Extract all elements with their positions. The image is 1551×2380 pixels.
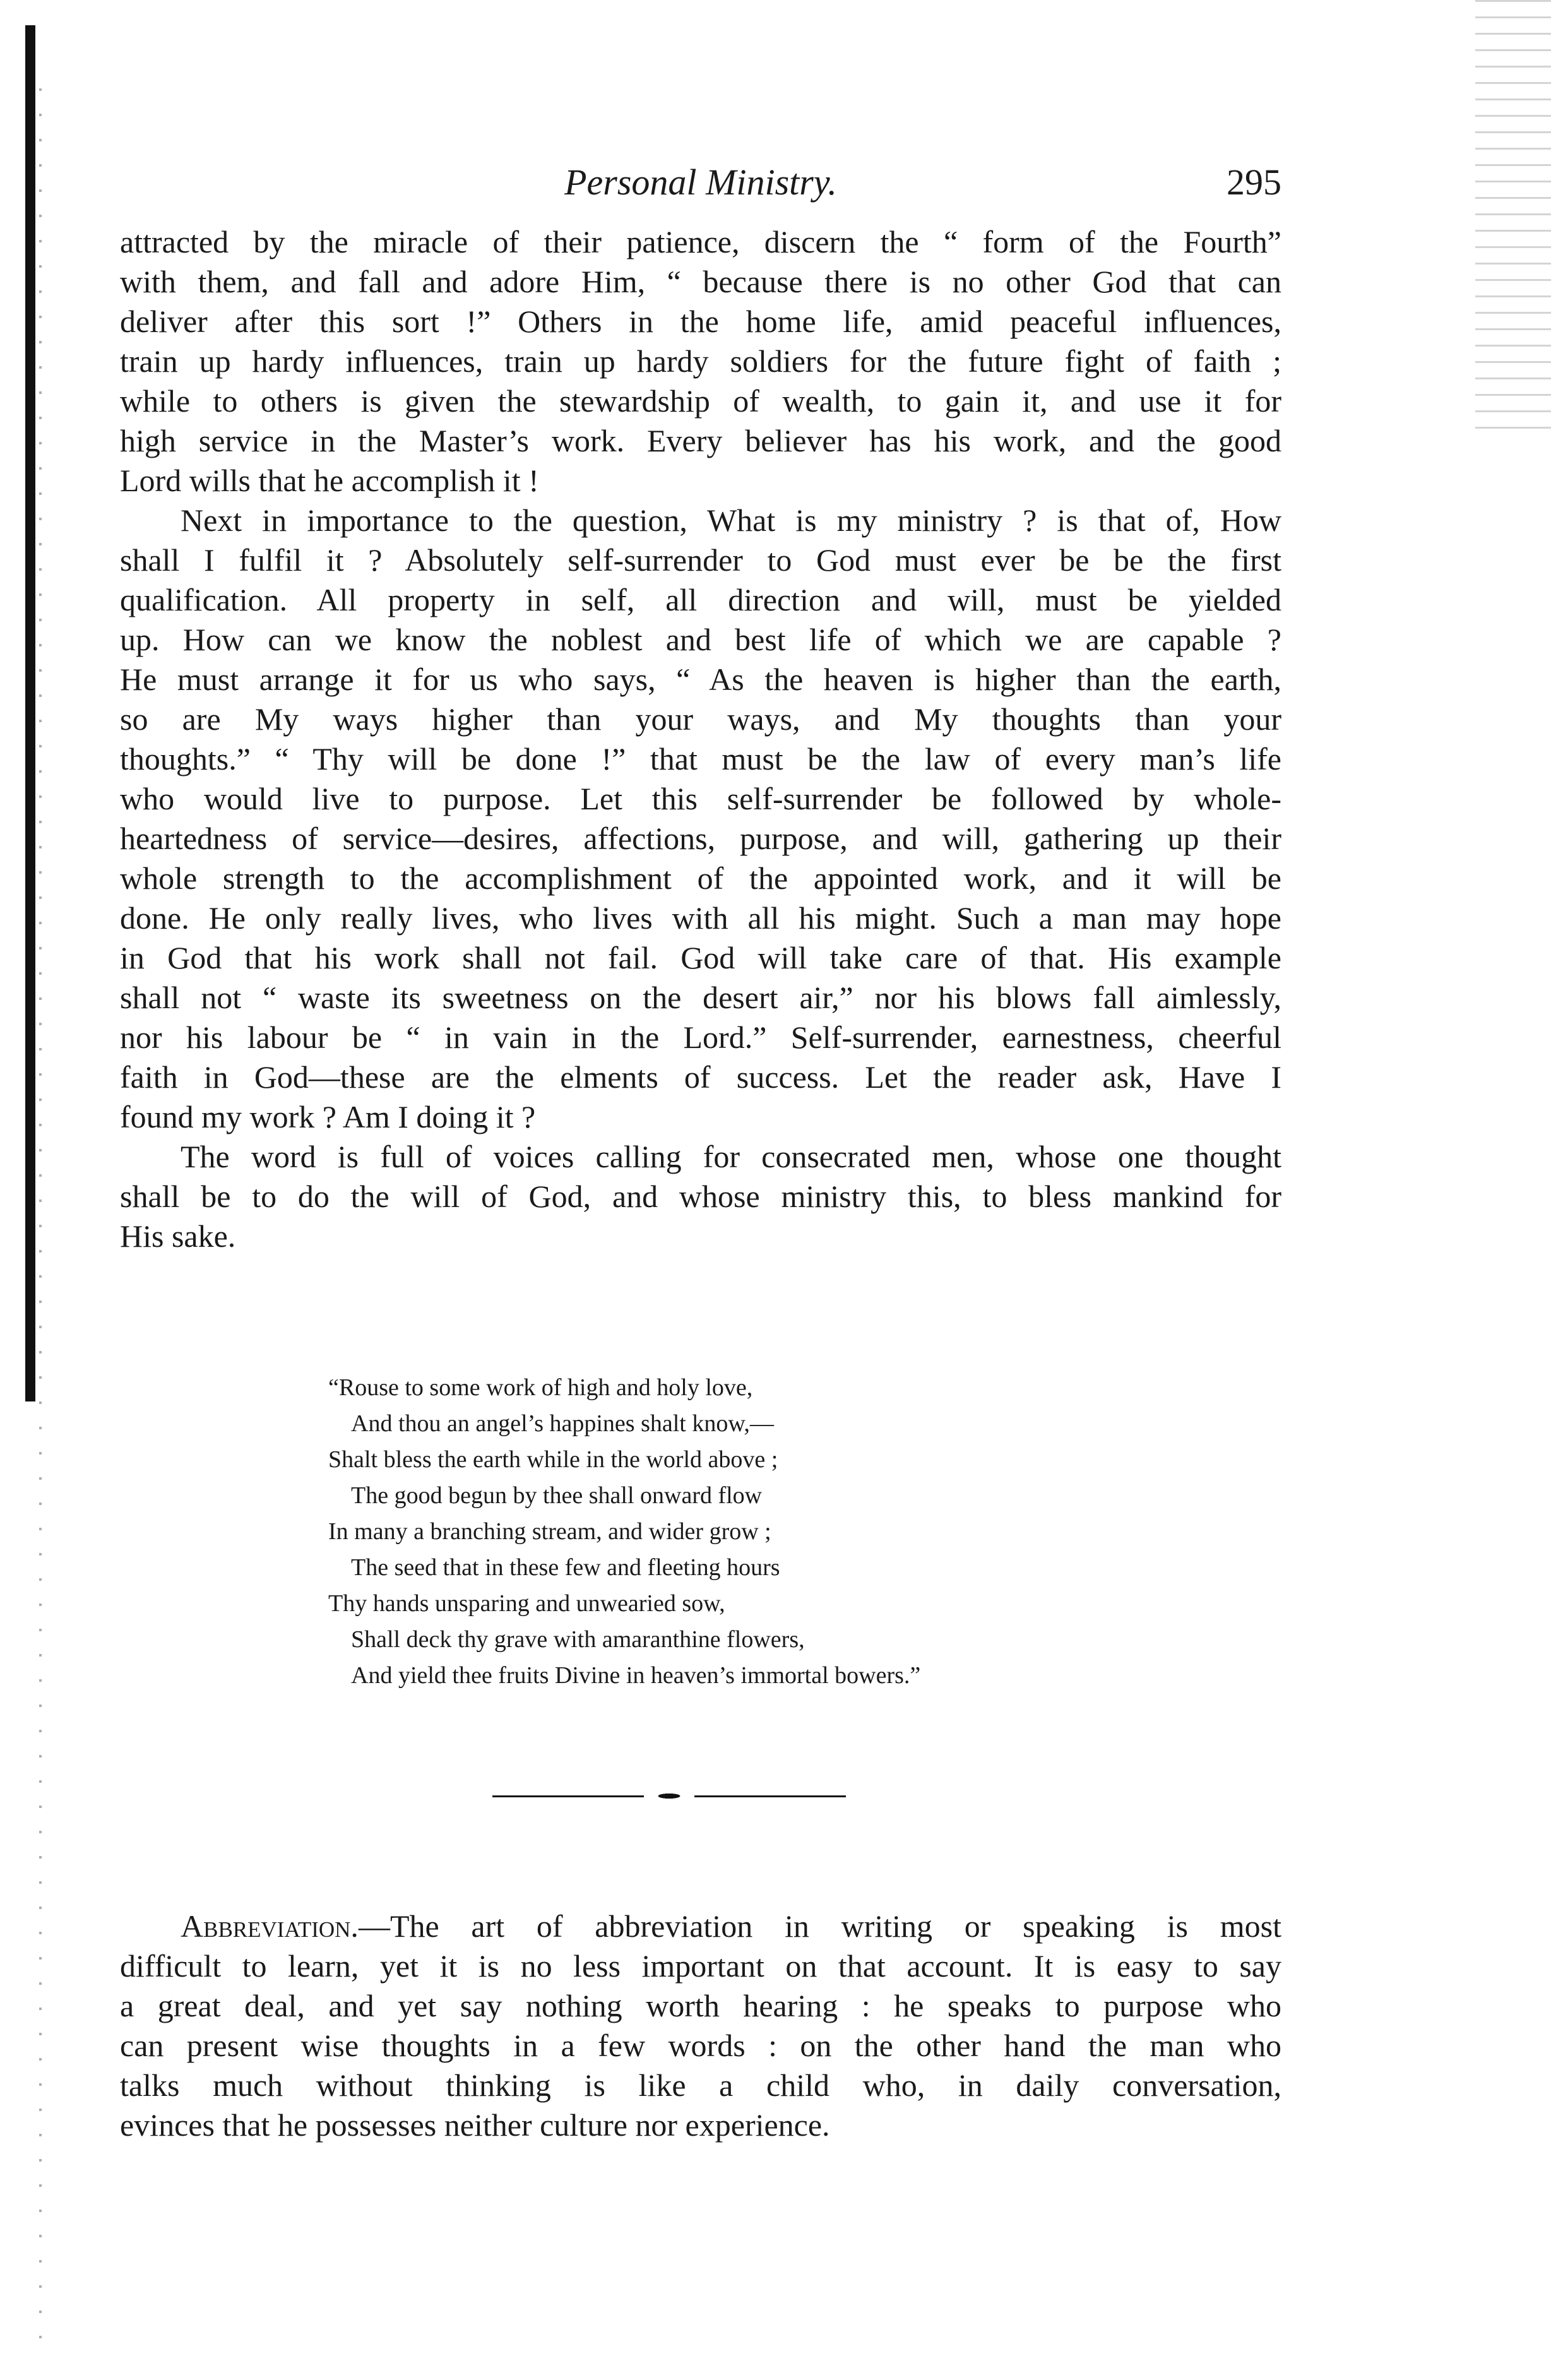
text-line: high service in the Master’s work. Every believer has his work, and the good [120, 423, 1281, 458]
text-line: while to others is given the stewardship of wealth, to gain it, and use it for [120, 383, 1281, 419]
text-line: shall I fulfil it ? Absolutely self-surrender to God must ever be be the first [120, 542, 1281, 578]
section-divider-ornament [492, 1792, 846, 1800]
poem-line: Shalt bless the earth while in the world above ; [328, 1446, 778, 1473]
running-title: Personal Ministry. [564, 162, 837, 203]
poem-line: The good begun by thee shall onward flow [351, 1482, 763, 1509]
text-line: His sake. [120, 1218, 236, 1254]
text-line: He must arrange it for us who says, “ As the heaven is higher than the earth, [120, 662, 1281, 697]
divider-rule-right [694, 1795, 846, 1797]
text-line: evinces that he possesses neither culture nor experience. [120, 2107, 830, 2143]
divider-ornament-center [650, 1792, 688, 1800]
scan-right-specks [1475, 0, 1551, 442]
poem-line: And thou an angel’s happines shalt know,— [351, 1410, 774, 1437]
abbreviation-section [120, 1907, 1281, 2145]
running-head [120, 161, 1281, 211]
text-line: Next in importance to the question, What is my ministry ? is that of, How [181, 503, 1281, 538]
text-line: talks much without thinking is like a child who, in daily conversation, [120, 2068, 1281, 2103]
text-line [120, 1907, 1281, 1946]
text-line: shall not “ waste its sweetness on the desert air,” nor his blows fall aimlessly, [120, 980, 1281, 1015]
main-text-block [120, 222, 1281, 1256]
text-line: so are My ways higher than your ways, and My thoughts than your [120, 701, 1281, 737]
text-line: Lord wills that he accomplish it ! [120, 463, 539, 498]
text-line: difficult to learn, yet it is no less important on that account. It is easy to say [120, 1948, 1281, 1984]
text-line: train up hardy influences, train up hardy soldiers for the future fight of faith ; [120, 343, 1281, 379]
text-line: nor his labour be “ in vain in the Lord.” Self-surrender, earnestness, cheerful [120, 1020, 1281, 1055]
section-text: —The art of abbreviation in writing or speaking is most [358, 1908, 1281, 1944]
text-line: done. He only really lives, who lives with all his might. Such a man may hope [120, 900, 1281, 936]
text-line: qualification. All property in self, all direction and will, must be yielded [120, 582, 1281, 617]
text-line: found my work ? Am I doing it ? [120, 1099, 536, 1134]
text-line: deliver after this sort !” Others in the home life, amid peaceful influences, [120, 304, 1281, 339]
poem-block [328, 1370, 1149, 1694]
text-line: can present wise thoughts in a few words : on the other hand the man who [120, 2028, 1281, 2063]
scan-edge-specks [39, 88, 42, 2361]
divider-rule-left [492, 1795, 644, 1797]
text-line: faith in God—these are the elments of success. Let the reader ask, Have I [120, 1059, 1281, 1095]
poem-line: “Rouse to some work of high and holy love, [328, 1374, 753, 1401]
poem-line: The seed that in these few and fleeting hours [351, 1554, 780, 1581]
poem-line: Thy hands unsparing and unwearied sow, [328, 1590, 725, 1617]
text-line: The word is full of voices calling for consecrated men, whose one thought [181, 1139, 1281, 1174]
text-line: a great deal, and yet say nothing worth hearing : he speaks to purpose who [120, 1988, 1281, 2023]
text-line: who would live to purpose. Let this self-surrender be followed by whole- [120, 781, 1281, 816]
poem-line: Shall deck thy grave with amaranthine flowers, [351, 1626, 805, 1653]
text-line: whole strength to the accomplishment of the appointed work, and it will be [120, 860, 1281, 896]
text-line: shall be to do the will of God, and whose ministry this, to bless mankind for [120, 1179, 1281, 1214]
text-line: attracted by the miracle of their patience, discern the “ form of the Fourth” [120, 224, 1281, 259]
text-line: in God that his work shall not fail. God will take care of that. His example [120, 940, 1281, 975]
text-line: up. How can we know the noblest and best life of which we are capable ? [120, 622, 1281, 657]
scan-binding-edge [25, 25, 35, 1401]
text-line: heartedness of service—desires, affections, purpose, and will, gathering up their [120, 821, 1281, 856]
poem-line: In many a branching stream, and wider grow ; [328, 1518, 771, 1545]
section-heading: Abbreviation. [181, 1908, 359, 1944]
text-line: thoughts.” “ Thy will be done !” that must be the law of every man’s life [120, 741, 1281, 776]
page-number: 295 [1227, 162, 1281, 203]
poem-line: And yield thee fruits Divine in heaven’s immortal bowers.” [351, 1662, 921, 1689]
text-line: with them, and fall and adore Him, “ because there is no other God that can [120, 264, 1281, 299]
